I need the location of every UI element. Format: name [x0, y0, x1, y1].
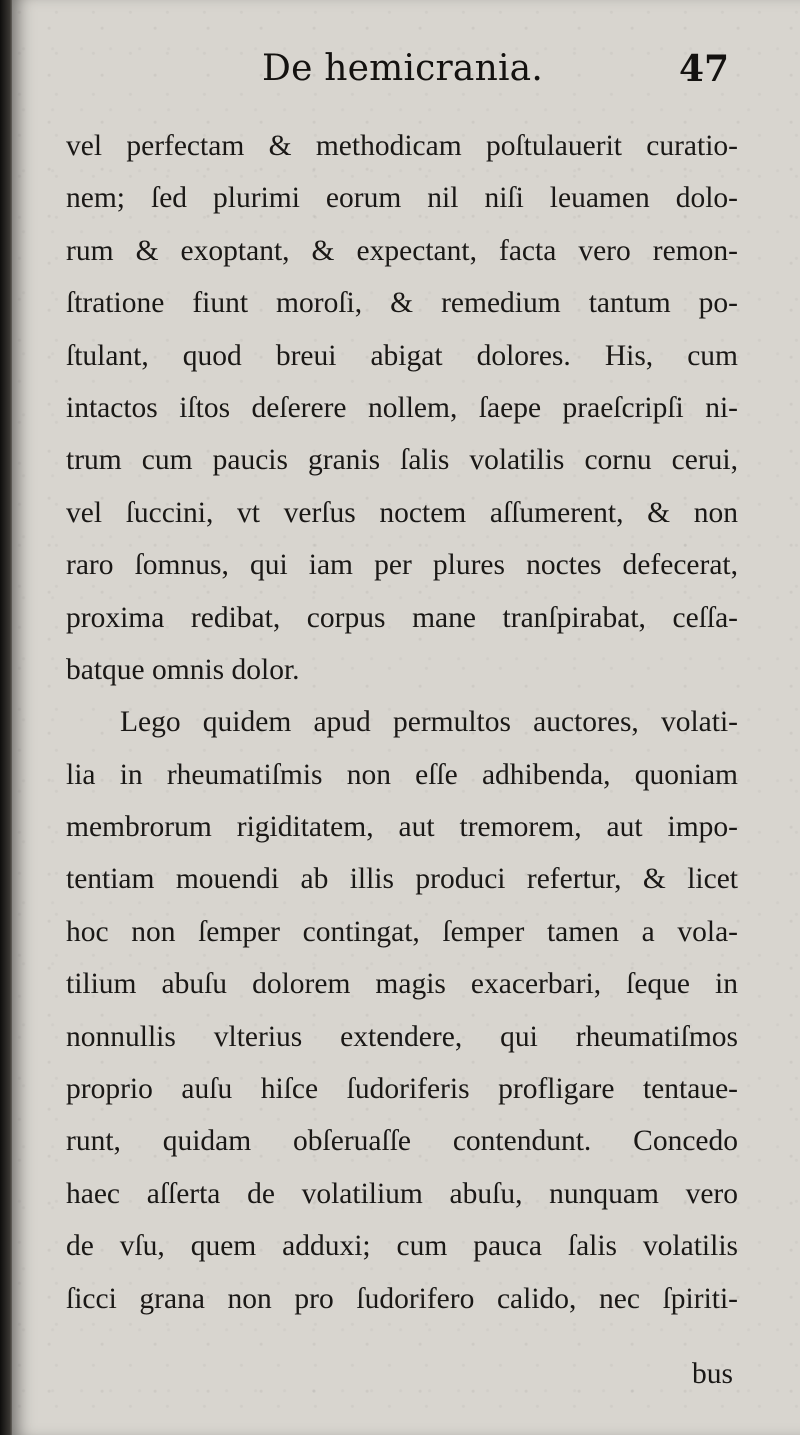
text-line: rum & exoptant, & expectant, facta vero remon-: [66, 234, 738, 267]
text-line: hoc non ſemper contingat, ſemper tamen a vola-: [66, 915, 738, 948]
text-line: ſtratione fiunt moroſi, & remedium tantum po-: [66, 287, 738, 320]
text-line: vel ſuccini, vt verſus noctem aſſumerent, & non: [66, 496, 738, 529]
text-line: de vſu, quem adduxi; cum pauca ſalis volatilis: [66, 1230, 738, 1263]
text-line: vel perfectam & methodicam poſtulauerit curatio-: [66, 130, 738, 162]
text-line: tilium abuſu dolorem magis exacerbari, ſeque in: [66, 968, 738, 1001]
text-line: nem; ſed plurimi eorum nil niſi leuamen dolo-: [66, 182, 738, 215]
text-line: runt, quidam obſeruaſſe contendunt. Concedo: [66, 1125, 738, 1158]
page-number: 47: [679, 48, 730, 90]
text-line: ſicci grana non pro ſudorifero calido, nec ſpiriti-: [66, 1282, 738, 1315]
text-line: tentiam mouendi ab illis produci refertur, & licet: [66, 863, 738, 896]
catchword: bus: [692, 1358, 733, 1390]
text-line: lia in rheumatiſmis non eſſe adhibenda, quoniam: [66, 758, 738, 791]
text-line: proprio auſu hiſce ſudoriferis profligare tentaue-: [66, 1073, 738, 1106]
text-line: proxima redibat, corpus mane tranſpirabat, ceſſa-: [66, 601, 738, 634]
text-line: trum cum paucis granis ſalis volatilis cornu cerui,: [66, 444, 738, 477]
page-header: [0, 48, 800, 108]
body-text: [66, 120, 738, 1325]
text-line: intactos iſtos deſerere nollem, ſaepe praeſcripſi ni-: [66, 391, 738, 424]
running-title: De hemicrania.: [262, 48, 543, 89]
text-line: haec aſſerta de volatilium abuſu, nunquam vero: [66, 1177, 738, 1210]
text-line: nonnullis vlterius extendere, qui rheumatiſmos: [66, 1020, 738, 1053]
text-line: ſtulant, quod breui abigat dolores. His, cum: [66, 339, 738, 372]
text-line: membrorum rigiditatem, aut tremorem, aut impo-: [66, 811, 738, 844]
paragraph-end-line: batque omnis dolor.: [66, 653, 300, 686]
paragraph-start-line: Lego quidem apud permultos auctores, volati-: [120, 706, 738, 739]
text-line: raro ſomnus, qui iam per plures noctes defecerat,: [66, 549, 738, 582]
